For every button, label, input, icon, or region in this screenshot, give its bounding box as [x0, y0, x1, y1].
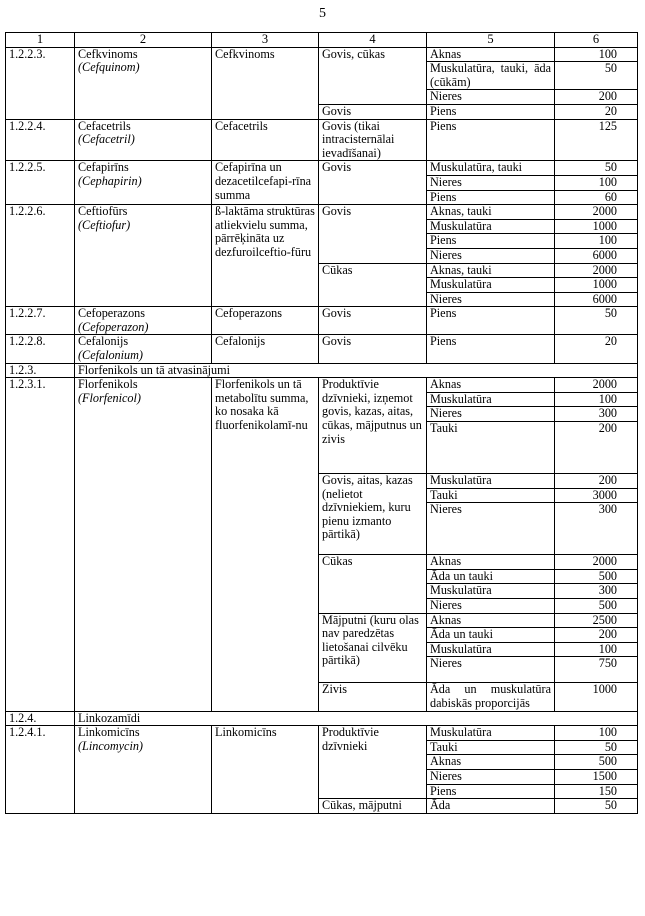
- section-row: [6, 363, 638, 378]
- mrl-value: 50: [555, 307, 638, 335]
- tissue: Muskulatūra: [427, 726, 555, 741]
- tissue: Aknas: [427, 47, 555, 62]
- entry-code: 1.2.3.1.: [6, 378, 75, 711]
- mrl-value: 100: [555, 392, 638, 407]
- substance-latin: (Florfenicol): [78, 390, 141, 405]
- mrl-value: 2000: [555, 378, 638, 393]
- substance-lv: Cefalonijs: [78, 334, 129, 349]
- section-title: Linkozamīdi: [75, 711, 638, 726]
- mrl-value: 100: [555, 234, 638, 249]
- col-header-3: 3: [212, 33, 319, 48]
- substance-name: [75, 47, 212, 119]
- table-row: [6, 47, 638, 62]
- mrl-value: 20: [555, 335, 638, 363]
- tissue: Muskulatūra: [427, 392, 555, 407]
- tissue: Nieres: [427, 657, 555, 683]
- substance-latin: (Cefacetril): [78, 132, 135, 147]
- tissue: Āda un tauki: [427, 569, 555, 584]
- tissue: Piens: [427, 119, 555, 161]
- tissue: Tauki: [427, 740, 555, 755]
- marker-residue: Florfenikols un tā metabolītu summa, ko nosaka kā fluorfenikolamī-nu: [212, 378, 319, 711]
- marker-residue: Cefalonijs: [212, 335, 319, 363]
- mrl-value: 2000: [555, 263, 638, 278]
- tissue: Piens: [427, 335, 555, 363]
- substance-name: [75, 119, 212, 161]
- tissue: Aknas, tauki: [427, 263, 555, 278]
- entry-code: 1.2.4.1.: [6, 726, 75, 814]
- mrl-value: 125: [555, 119, 638, 161]
- species: Mājputni (kuru olas nav paredzētas lietošanai cilvēku pārtikā): [319, 613, 427, 683]
- mrl-value: 300: [555, 584, 638, 599]
- substance-latin: (Cefoperazon): [78, 319, 149, 334]
- mrl-value: 300: [555, 503, 638, 555]
- tissue: Nieres: [427, 407, 555, 422]
- table-row: [6, 335, 638, 363]
- mrl-value: 1000: [555, 683, 638, 711]
- entry-code: 1.2.2.4.: [6, 119, 75, 161]
- mrl-value: 3000: [555, 488, 638, 503]
- page-number: 5: [319, 6, 326, 21]
- substance-latin: (Cefalonium): [78, 348, 143, 363]
- tissue: Piens: [427, 307, 555, 335]
- marker-residue: Cefapirīna un dezacetilcefapi-rīna summa: [212, 161, 319, 205]
- marker-residue: Cefkvinoms: [212, 47, 319, 119]
- mrl-value: 60: [555, 190, 638, 205]
- tissue: Aknas: [427, 613, 555, 628]
- entry-code: 1.2.2.6.: [6, 205, 75, 307]
- mrl-value: 50: [555, 62, 638, 90]
- tissue: Nieres: [427, 248, 555, 263]
- mrl-value: 6000: [555, 292, 638, 307]
- tissue: Nieres: [427, 769, 555, 784]
- substance-name: [75, 378, 212, 711]
- table-row: [6, 378, 638, 393]
- tissue: Muskulatūra: [427, 584, 555, 599]
- mrl-value: 100: [555, 642, 638, 657]
- header-row: [6, 33, 638, 48]
- tissue: Āda un muskulatūra dabiskās proporcijās: [427, 683, 555, 711]
- entry-code: 1.2.2.7.: [6, 307, 75, 335]
- section-code: 1.2.3.: [6, 363, 75, 378]
- mrl-value: 100: [555, 175, 638, 190]
- species: Govis: [319, 205, 427, 263]
- substance-latin: (Lincomycin): [78, 738, 143, 753]
- mrl-value: 200: [555, 90, 638, 105]
- tissue: Piens: [427, 104, 555, 119]
- section-row: [6, 711, 638, 726]
- substance-latin: (Cefquinom): [78, 60, 140, 75]
- species: Cūkas, mājputni: [319, 799, 427, 814]
- table-row: [6, 726, 638, 741]
- tissue: Nieres: [427, 503, 555, 555]
- tissue: Nieres: [427, 175, 555, 190]
- mrl-value: 50: [555, 740, 638, 755]
- tissue: Nieres: [427, 292, 555, 307]
- substance-lv: Cefapirīns: [78, 160, 129, 175]
- marker-residue: Cefacetrils: [212, 119, 319, 161]
- marker-residue: Cefoperazons: [212, 307, 319, 335]
- col-header-6: 6: [555, 33, 638, 48]
- mrl-value: 2000: [555, 555, 638, 570]
- mrl-value: 750: [555, 657, 638, 683]
- tissue: Muskulatūra: [427, 474, 555, 489]
- residue-limits-table: [5, 32, 638, 814]
- tissue: Piens: [427, 234, 555, 249]
- substance-lv: Cefkvinoms: [78, 47, 138, 61]
- mrl-value: 500: [555, 755, 638, 770]
- species: Govis: [319, 307, 427, 335]
- tissue: Tauki: [427, 422, 555, 474]
- col-header-5: 5: [427, 33, 555, 48]
- tissue: Tauki: [427, 488, 555, 503]
- table-row: [6, 205, 638, 220]
- mrl-value: 1500: [555, 769, 638, 784]
- mrl-value: 100: [555, 47, 638, 62]
- species: Govis, cūkas: [319, 47, 427, 104]
- mrl-value: 200: [555, 474, 638, 489]
- entry-code: 1.2.2.5.: [6, 161, 75, 205]
- section-title: Florfenikols un tā atvasinājumi: [75, 363, 638, 378]
- col-header-4: 4: [319, 33, 427, 48]
- substance-lv: Cefacetrils: [78, 119, 131, 133]
- species: Govis, aitas, kazas (nelietot dzīvniekiem, kuru pienu izmanto pārtikā): [319, 474, 427, 555]
- marker-residue: ß-laktāma struktūras atliekvielu summa, pārrēķināta uz dezfuroilceftio-fūru: [212, 205, 319, 307]
- species: Zivis: [319, 683, 427, 711]
- tissue: Aknas: [427, 755, 555, 770]
- tissue: Nieres: [427, 90, 555, 105]
- mrl-value: 200: [555, 628, 638, 643]
- mrl-value: 500: [555, 599, 638, 614]
- species: Govis: [319, 335, 427, 363]
- tissue: Āda: [427, 799, 555, 814]
- species: Produktīvie dzīvnieki, izņemot govis, kazas, aitas, cūkas, mājputnus un zivis: [319, 378, 427, 474]
- species: Produktīvie dzīvnieki: [319, 726, 427, 799]
- col-header-1: 1: [6, 33, 75, 48]
- substance-latin: (Cephapirin): [78, 173, 142, 188]
- substance-name: [75, 307, 212, 335]
- tissue: Muskulatūra, tauki: [427, 161, 555, 176]
- mrl-value: 1000: [555, 278, 638, 293]
- section-code: 1.2.4.: [6, 711, 75, 726]
- mrl-value: 50: [555, 161, 638, 176]
- tissue: Muskulatūra, tauki, āda (cūkām): [427, 62, 555, 90]
- substance-latin: (Ceftiofur): [78, 217, 131, 232]
- marker-residue: Linkomicīns: [212, 726, 319, 814]
- species: Govis: [319, 104, 427, 119]
- substance-name: [75, 726, 212, 814]
- entry-code: 1.2.2.3.: [6, 47, 75, 119]
- mrl-value: 20: [555, 104, 638, 119]
- tissue: Nieres: [427, 599, 555, 614]
- substance-name: [75, 205, 212, 307]
- table-row: [6, 119, 638, 161]
- species: Cūkas: [319, 555, 427, 613]
- substance-lv: Linkomicīns: [78, 725, 140, 740]
- substance-name: [75, 335, 212, 363]
- mrl-value: 150: [555, 784, 638, 799]
- table-row: [6, 307, 638, 335]
- table-row: [6, 161, 638, 176]
- tissue: Muskulatūra: [427, 219, 555, 234]
- substance-lv: Cefoperazons: [78, 306, 146, 321]
- tissue: Aknas: [427, 378, 555, 393]
- col-header-2: 2: [75, 33, 212, 48]
- mrl-value: 2000: [555, 205, 638, 220]
- substance-lv: Ceftiofūrs: [78, 204, 128, 219]
- tissue: Piens: [427, 784, 555, 799]
- species: Govis (tikai intracisternālai ievadīšanai): [319, 119, 427, 161]
- tissue: Muskulatūra: [427, 278, 555, 293]
- entry-code: 1.2.2.8.: [6, 335, 75, 363]
- mrl-value: 50: [555, 799, 638, 814]
- mrl-value: 6000: [555, 248, 638, 263]
- mrl-value: 1000: [555, 219, 638, 234]
- tissue: Āda un tauki: [427, 628, 555, 643]
- mrl-value: 100: [555, 726, 638, 741]
- tissue: Aknas, tauki: [427, 205, 555, 220]
- mrl-value: 300: [555, 407, 638, 422]
- mrl-value: 200: [555, 422, 638, 474]
- species: Cūkas: [319, 263, 427, 307]
- substance-name: [75, 161, 212, 205]
- mrl-value: 2500: [555, 613, 638, 628]
- species: Govis: [319, 161, 427, 205]
- tissue: Aknas: [427, 555, 555, 570]
- tissue: Piens: [427, 190, 555, 205]
- mrl-value: 500: [555, 569, 638, 584]
- tissue: Muskulatūra: [427, 642, 555, 657]
- substance-lv: Florfenikols: [78, 377, 138, 392]
